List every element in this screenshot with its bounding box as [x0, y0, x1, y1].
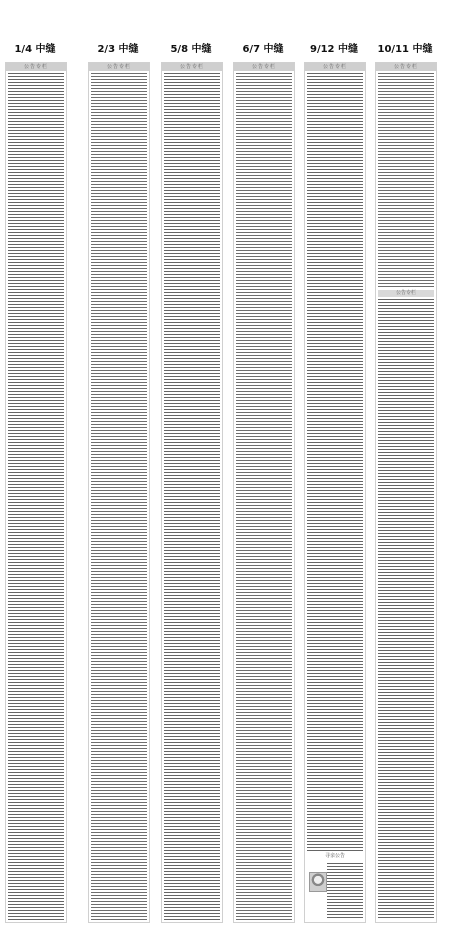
notice-strip: [161, 62, 223, 923]
notice-text-block: [236, 73, 292, 920]
notice-strip: [88, 62, 150, 923]
notice-text-block: [164, 73, 220, 920]
column-title: 10/11 中缝: [377, 44, 433, 55]
notice-text-block: [378, 73, 434, 287]
strip-header: 公告专栏: [6, 63, 66, 71]
column-title: 1/4 中缝: [14, 44, 56, 55]
notice-text-block: [8, 73, 64, 920]
column-title: 2/3 中缝: [97, 44, 139, 55]
strip-header: 公告专栏: [234, 63, 294, 71]
strip-header: 公告专栏: [162, 63, 222, 71]
column-title: 5/8 中缝: [170, 44, 212, 55]
notice-text-block: [307, 73, 363, 852]
notice-text-block: [378, 299, 434, 920]
notice-strip: [304, 62, 366, 923]
strip-mid-header: 公告专栏: [378, 290, 434, 297]
notice-strip: [375, 62, 437, 923]
notice-text-block: [327, 863, 363, 918]
strip-header: 公告专栏: [305, 63, 365, 71]
portrait-photo: [309, 872, 327, 892]
strip-header: 公告专栏: [376, 63, 436, 71]
column-title: 9/12 中缝: [309, 44, 358, 55]
notice-strip: [5, 62, 67, 923]
strip-header: 公告专栏: [89, 63, 149, 71]
notice-label: 寻亲公告: [307, 853, 363, 860]
column-title: 6/7 中缝: [242, 44, 284, 55]
notice-strip: [233, 62, 295, 923]
notice-text-block: [91, 73, 147, 920]
